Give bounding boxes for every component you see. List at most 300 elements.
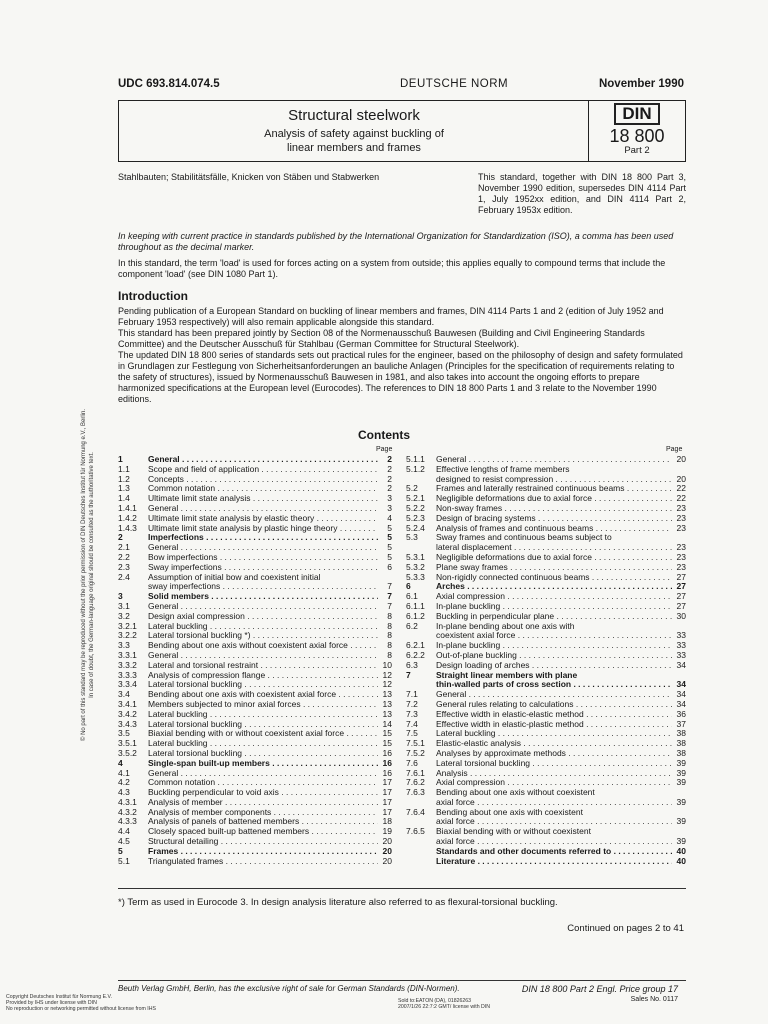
- contents-entry-title: Literature . . .: [436, 857, 672, 867]
- contents-entry-title: Design loading of arches . . .: [436, 661, 672, 671]
- subtitle-line-1: Analysis of safety against buckling of: [264, 128, 444, 140]
- introduction-text: [118, 306, 686, 405]
- deutsche-norm-label: DEUTSCHE NORM: [400, 78, 509, 90]
- contents-entry-title: Lateral buckling . . .: [436, 729, 672, 739]
- contents-entry: [118, 837, 392, 847]
- contents-entry: [406, 671, 686, 681]
- contents-entry-page: 39: [676, 816, 686, 827]
- contents-entry-number: 4.3.1: [118, 796, 137, 807]
- contents-entry: [406, 582, 686, 592]
- publisher-note: Beuth Verlag GmbH, Berlin, has the exclusive right of sale for German Standards (DIN-Normen).: [118, 984, 460, 993]
- contents-entry: [118, 543, 392, 553]
- contents-entry: [118, 494, 392, 504]
- document-reference: DIN 18 800 Part 2 Engl. Price group 17: [521, 984, 678, 994]
- contents-entry-number: 4.4: [118, 826, 130, 837]
- contents-entry-number: 3.3.2: [118, 659, 137, 670]
- contents-entry: [118, 788, 392, 798]
- contents-entry-title: General . . .: [436, 455, 672, 465]
- contents-entry: [406, 465, 686, 475]
- contents-entry: [118, 690, 392, 700]
- contents-entry: [406, 739, 686, 749]
- contents-entry: [406, 857, 686, 867]
- contents-entry: [118, 749, 392, 759]
- contents-entry-number: 3.3: [118, 640, 130, 651]
- contents-entry-number: 1.3: [118, 483, 130, 494]
- din-number: 18 800: [609, 126, 665, 146]
- contents-entry-title: axial force . . .: [436, 798, 672, 808]
- contents-entry-number: 3.2.1: [118, 620, 137, 631]
- contents-entry-title: Structural detailing . . .: [148, 837, 378, 847]
- contents-entry-title: Design of bracing systems . . .: [436, 514, 672, 524]
- contents-entry-page: 10: [382, 659, 392, 670]
- contents-entry-title: Lateral torsional buckling . . .: [148, 749, 378, 759]
- contents-entry-title: coexistent axial force . . .: [436, 631, 672, 641]
- contents-entry: [118, 847, 392, 857]
- contents-entry-page: 39: [676, 796, 686, 807]
- contents-entry-page: 17: [382, 796, 392, 807]
- contents-entry: [406, 749, 686, 759]
- contents-entry-title: Buckling in perpendicular plane . . .: [436, 612, 672, 622]
- contents-entry-page: 34: [676, 659, 686, 670]
- contents-entry-title: General . . .: [148, 651, 378, 661]
- contents-entry-number: 7: [406, 669, 411, 680]
- copyright-line-1: Copyright Deutsches Institut für Normung E.V.: [6, 994, 112, 1000]
- copyright-notice: [6, 994, 156, 1012]
- contents-entry: [406, 484, 686, 494]
- contents-entry-title: In-plane bending about one axis with: [436, 620, 575, 631]
- contents-entry-number: 6.1: [406, 591, 418, 602]
- contents-entry-page: 23: [676, 502, 686, 513]
- contents-entry-title: Ultimate limit state analysis by elastic theory . . .: [148, 514, 378, 524]
- contents-entry-page: 5: [387, 551, 392, 562]
- contents-entry-page: 23: [676, 561, 686, 572]
- contents-entry-title: Ultimate limit state analysis by plastic hinge theory . . .: [148, 524, 378, 534]
- contents-entry-number: 3.3.1: [118, 649, 137, 660]
- stamp-line-1: Sold to:EATON (DA), 01826263: [398, 998, 472, 1004]
- contents-entry-title: Common notation . . .: [148, 484, 378, 494]
- contents-entry-page: 2: [387, 454, 392, 464]
- contents-entry-number: 3.3.3: [118, 669, 137, 680]
- contents-entry-number: 1.4: [118, 493, 130, 504]
- contents-entry-number: 7.6.2: [406, 777, 425, 788]
- contents-entry: [406, 641, 686, 651]
- license-stamp: [398, 998, 490, 1010]
- contents-entry-number: 3: [118, 591, 123, 602]
- introduction-heading: Introduction: [118, 289, 188, 303]
- contents-entry-title: General . . .: [148, 602, 378, 612]
- contents-entry-title: Effective width in elastic-elastic method . . .: [436, 710, 672, 720]
- contents-entry-number: 7.6: [406, 757, 418, 768]
- contents-entry: [406, 602, 686, 612]
- contents-entry: [118, 514, 392, 524]
- contents-entry-page: 16: [382, 767, 392, 778]
- contents-entry-number: 3.4.2: [118, 708, 137, 719]
- load-note: In this standard, the term 'load' is used for forces acting on a system from outside; this applies equally to compound terms that include the component 'load' (see DIN 1080 Part 1).: [118, 258, 666, 279]
- contents-entry-title: General . . .: [148, 455, 378, 465]
- contents-entry-page: 3: [387, 502, 392, 513]
- contents-entry-number: 7.6.5: [406, 826, 425, 837]
- contents-entry-page: 34: [676, 679, 686, 690]
- udc-number: UDC 693.814.074.5: [118, 78, 220, 90]
- contents-entry: [406, 592, 686, 602]
- contents-entry: [118, 808, 392, 818]
- footnote: *) Term as used in Eurocode 3. In design analysis literature also referred to as flexural-torsional buckling.: [118, 897, 558, 908]
- contents-entry-page: 36: [676, 708, 686, 719]
- contents-entry-number: 6.2.2: [406, 649, 425, 660]
- contents-entry: [118, 465, 392, 475]
- contents-entry-number: 5.3.3: [406, 571, 425, 582]
- contents-entry-title: Lateral torsional buckling *) . . .: [148, 631, 378, 641]
- din-logo: DIN: [614, 103, 659, 125]
- contents-entry-page: 19: [382, 826, 392, 837]
- contents-entry-page: 17: [382, 777, 392, 788]
- contents-entry-title: Analysis of frames and continuous beams . . .: [436, 524, 672, 534]
- contents-entry-page: 13: [382, 698, 392, 709]
- contents-entry: [406, 680, 686, 690]
- contents-entry-title: designed to resist compression . . .: [436, 475, 672, 485]
- contents-entry-page: 2: [387, 473, 392, 484]
- contents-entry-title: Frames . . .: [148, 847, 378, 857]
- contents-entry-title: Solid members . . .: [148, 592, 378, 602]
- contents-entry-page: 27: [676, 581, 686, 592]
- contents-entry-page: 23: [676, 512, 686, 523]
- contents-entry-number: 4.2: [118, 777, 130, 788]
- contents-entry-page: 13: [382, 708, 392, 719]
- contents-entry-number: 7.5.2: [406, 747, 425, 758]
- title-box: [118, 100, 686, 162]
- contents-entry-title: Analysis of member components . . .: [148, 808, 378, 818]
- contents-entry-title: Buckling perpendicular to void axis . . .: [148, 788, 378, 798]
- intro-paragraph-1: Pending publication of a European Standard on buckling of linear members and frames, DIN 4114 Parts 1 and 2 (edition of July 1952 and February 1953 respectively) will also remain applicable alongside this standard.: [118, 306, 664, 327]
- contents-entry: [406, 533, 686, 543]
- contents-entry-title: Bending about one axis with coexistent axial force . . .: [148, 690, 378, 700]
- contents-entry: [118, 573, 392, 583]
- contents-heading: Contents: [358, 428, 410, 442]
- contents-entry-page: 8: [387, 610, 392, 621]
- contents-entry-page: 7: [387, 581, 392, 592]
- contents-entry-page: 8: [387, 640, 392, 651]
- contents-entry-number: 1.4.1: [118, 502, 137, 513]
- contents-entry-title: Common notation . . .: [148, 778, 378, 788]
- contents-entry-title: Analysis . . .: [436, 769, 672, 779]
- contents-entry-number: 7.1: [406, 689, 418, 700]
- contents-entry-page: 20: [382, 845, 392, 856]
- contents-entry-title: Members subjected to minor axial forces . . .: [148, 700, 378, 710]
- contents-entry-title: Frames and laterally restrained continuous beams . . .: [436, 484, 672, 494]
- contents-entry-title: General . . .: [148, 769, 378, 779]
- contents-entry-page: 38: [676, 728, 686, 739]
- contents-entry-page: 14: [382, 718, 392, 729]
- contents-entry-number: 4.3.3: [118, 816, 137, 827]
- contents-entry-number: 7.6.3: [406, 787, 425, 798]
- contents-entry-number: 7.2: [406, 698, 418, 709]
- contents-entry: [118, 592, 392, 602]
- contents-entry: [118, 475, 392, 485]
- contents-entry-number: 7.3: [406, 708, 418, 719]
- contents-entry-title: Concepts . . .: [148, 475, 378, 485]
- contents-entry-number: 5.3.2: [406, 561, 425, 572]
- contents-entry-page: 13: [382, 689, 392, 700]
- german-title: Stahlbauten; Stabilitätsfälle, Knicken von Stäben und Stabwerken: [118, 172, 380, 182]
- contents-entry-page: 39: [676, 777, 686, 788]
- contents-entry-title: Elastic-elastic analysis . . .: [436, 739, 672, 749]
- contents-entry: [406, 631, 686, 641]
- contents-entry-page: 16: [382, 757, 392, 768]
- contents-entry-page: 34: [676, 698, 686, 709]
- contents-entry: [406, 827, 686, 837]
- contents-entry: [406, 543, 686, 553]
- contents-entry-page: 23: [676, 551, 686, 562]
- contents-entry-number: 3.5.2: [118, 747, 137, 758]
- contents-entry-page: 17: [382, 787, 392, 798]
- contents-entry: [406, 504, 686, 514]
- contents-entry: [118, 700, 392, 710]
- supersedes-note: This standard, together with DIN 18 800 Part 3, November 1990 edition, supersedes DIN 4114 Part 1, July 1952xx edition, and DIN 4114 Part 2, February 1953x edition.: [478, 172, 686, 215]
- contents-entry-page: 27: [676, 591, 686, 602]
- contents-entry: [406, 729, 686, 739]
- contents-entry-number: 6.3: [406, 659, 418, 670]
- copyright-line-2: Provided by IHS under license with DIN: [6, 1000, 97, 1006]
- contents-entry-title: General . . .: [148, 543, 378, 553]
- contents-entry-number: 5.1.1: [406, 454, 425, 464]
- contents-entry-title: Out-of-plane buckling . . .: [436, 651, 672, 661]
- contents-entry-page: 8: [387, 649, 392, 660]
- contents-entry: [406, 808, 686, 818]
- sales-number: Sales No. 0117: [630, 996, 678, 1003]
- contents-entry-number: 2.2: [118, 551, 130, 562]
- contents-entry-number: 6.2.1: [406, 640, 425, 651]
- contents-entry-title: lateral displacement . . .: [436, 543, 672, 553]
- contents-entry: [406, 720, 686, 730]
- contents-entry-number: 3.1: [118, 600, 130, 611]
- contents-entry-title: Axial compression . . .: [436, 592, 672, 602]
- contents-entry: [406, 514, 686, 524]
- contents-entry-number: 4.3: [118, 787, 130, 798]
- contents-entry-title: sway imperfections . . .: [148, 582, 378, 592]
- contents-entry-page: 12: [382, 669, 392, 680]
- contents-entry-page: 7: [387, 600, 392, 611]
- contents-entry-title: Negligible deformations due to axial force . . .: [436, 553, 672, 563]
- contents-entry-title: Bow imperfections . . .: [148, 553, 378, 563]
- contents-entry-page: 2: [387, 463, 392, 474]
- contents-entry: [406, 475, 686, 485]
- contents-right-column: [406, 455, 686, 866]
- contents-entry: [118, 798, 392, 808]
- contents-entry-number: 6.2: [406, 620, 418, 631]
- stamp-line-2: 2007/1/26 22:7:2 GMT/ license with DIN: [398, 1004, 490, 1010]
- contents-entry-title: Biaxial bending with or without coexistent: [436, 826, 591, 837]
- contents-entry: [118, 455, 392, 465]
- contents-entry-number: 5.3.1: [406, 551, 425, 562]
- contents-entry-title: General rules relating to calculations . . .: [436, 700, 672, 710]
- contents-entry-page: 2: [387, 483, 392, 494]
- contents-entry-number: 6: [406, 581, 411, 592]
- footer-rule: [118, 980, 686, 981]
- contents-entry-number: 2.1: [118, 542, 130, 553]
- contents-entry-title: Effective lengths of frame members: [436, 463, 570, 474]
- contents-entry-page: 7: [387, 591, 392, 602]
- contents-entry-title: Scope and field of application . . .: [148, 465, 378, 475]
- contents-entry-page: 22: [676, 493, 686, 504]
- part-number: Part 2: [624, 145, 650, 156]
- contents-entry-page: 8: [387, 620, 392, 631]
- contents-entry-title: Bending about one axis with coexistent: [436, 806, 583, 817]
- contents-entry: [406, 690, 686, 700]
- contents-entry-page: 16: [382, 747, 392, 758]
- contents-entry-page: 37: [676, 718, 686, 729]
- contents-entry: [118, 661, 392, 671]
- contents-entry: [118, 857, 392, 867]
- contents-entry: [118, 504, 392, 514]
- contents-entry: [406, 788, 686, 798]
- contents-entry-title: Lateral buckling . . .: [148, 739, 378, 749]
- contents-entry-page: 20: [382, 836, 392, 847]
- contents-left-column: [118, 455, 392, 866]
- contents-entry: [406, 573, 686, 583]
- contents-entry-title: General . . .: [436, 690, 672, 700]
- contents-entry-title: Sway imperfections . . .: [148, 563, 378, 573]
- contents-entry-number: 1.2: [118, 473, 130, 484]
- copyright-line-3: No reproduction or networking permitted without license from IHS: [6, 1006, 156, 1012]
- contents-entry-page: 40: [676, 845, 686, 856]
- contents-entry-title: Analysis of compression flange . . .: [148, 671, 378, 681]
- contents-entry: [118, 631, 392, 641]
- contents-entry-page: 12: [382, 679, 392, 690]
- contents-entry-page: 33: [676, 630, 686, 641]
- page-label-right: Page: [666, 446, 683, 453]
- contents-entry-title: Biaxial bending with or without coexistent axial force . . .: [148, 729, 378, 739]
- contents-entry: [406, 837, 686, 847]
- contents-entry-number: 4.1: [118, 767, 130, 778]
- contents-entry-title: Assumption of initial bow and coexistent initial: [148, 571, 321, 582]
- contents-entry: [118, 680, 392, 690]
- contents-entry-title: In-plane buckling . . .: [436, 602, 672, 612]
- contents-entry: [118, 729, 392, 739]
- contents-entry-number: 5.2.4: [406, 522, 425, 533]
- contents-entry: [406, 759, 686, 769]
- contents-entry-number: 7.4: [406, 718, 418, 729]
- contents-entry-number: 5.2.3: [406, 512, 425, 523]
- contents-entry-title: Triangulated frames . . .: [148, 857, 378, 867]
- contents-entry-title: Lateral buckling . . .: [148, 622, 378, 632]
- contents-entry-title: Straight linear members with plane: [436, 669, 578, 680]
- contents-entry: [406, 651, 686, 661]
- contents-entry-number: 7.5: [406, 728, 418, 739]
- contents-entry-number: 1.4.3: [118, 522, 137, 533]
- contents-entry-number: 3.5.1: [118, 738, 137, 749]
- contents-entry-page: 15: [382, 728, 392, 739]
- contents-entry: [406, 563, 686, 573]
- contents-entry: [118, 612, 392, 622]
- contents-entry-page: 30: [676, 610, 686, 621]
- contents-entry-title: Design axial compression . . .: [148, 612, 378, 622]
- contents-entry: [118, 602, 392, 612]
- contents-entry: [118, 769, 392, 779]
- contents-entry-title: Ultimate limit state analysis . . .: [148, 494, 378, 504]
- contents-entry: [118, 778, 392, 788]
- contents-entry-title: Single-span built-up members . . .: [148, 759, 378, 769]
- contents-entry-page: 33: [676, 649, 686, 660]
- contents-entry-title: Axial compression . . .: [436, 778, 672, 788]
- side-note-line-2: In case of doubt, the German-language original should be consulted as the authoritative text.: [89, 452, 95, 698]
- contents-entry-page: 20: [676, 473, 686, 484]
- contents-entry: [118, 671, 392, 681]
- contents-entry-page: 22: [676, 483, 686, 494]
- contents-entry-title: Analysis of panels of battened members . . .: [148, 817, 378, 827]
- contents-entry: [118, 759, 392, 769]
- contents-entry-page: 39: [676, 767, 686, 778]
- contents-entry-number: 1: [118, 454, 123, 464]
- side-note-line-1: © No part of this standard may be reproduced without the prior permission of DIN Deutsches Institut für Normung e.V., Berlin.: [81, 408, 87, 742]
- contents-entry-title: Negligible deformations due to axial force . . .: [436, 494, 672, 504]
- document-subtitle: [119, 127, 589, 155]
- contents-entry: [406, 700, 686, 710]
- contents-entry-number: 5.2.1: [406, 493, 425, 504]
- contents-entry-title: Non-rigidly connected continuous beams . . .: [436, 573, 672, 583]
- contents-entry-number: 7.6.1: [406, 767, 425, 778]
- contents-entry: [406, 622, 686, 632]
- contents-entry-title: axial force . . .: [436, 817, 672, 827]
- contents-entry-number: 3.2.2: [118, 630, 137, 641]
- contents-entry-number: 5.2.2: [406, 502, 425, 513]
- contents-entry-page: 4: [387, 512, 392, 523]
- contents-entry-page: 33: [676, 640, 686, 651]
- contents-entry: [406, 494, 686, 504]
- contents-entry-page: 18: [382, 816, 392, 827]
- contents-entry: [118, 817, 392, 827]
- contents-entry-number: 1.1: [118, 463, 130, 474]
- contents-entry-title: Arches . . .: [436, 582, 672, 592]
- contents-entry: [406, 847, 686, 857]
- contents-entry: [406, 710, 686, 720]
- intro-paragraph-2: This standard has been prepared jointly by Section 08 of the Normenausschuß Bauwesen (Building and Civil Engineering Standards Committee) and the Deutscher Ausschuß für Stahlbau (German Committee for Structural Steelwork).: [118, 328, 645, 349]
- din-block: [589, 103, 685, 156]
- intro-paragraph-3: The updated DIN 18 800 series of standards sets out practical rules for the engineer, based on the philosophy of design and safety formulated in Grundlagen zur Festlegung von Sicherheitsanforderungen an bauliche Anlagen (Principles for the specification of requirements relating to the safety of structures), issued by Normenausschuß Bauwesen in 1981, and also takes into account the ongoing efforts to prepare harmonized specifications at the European level (Eurocodes). The references to DIN 18 800 Parts 1 and 3 relate to the November 1990 editions.: [118, 350, 683, 404]
- contents-entry-title: Imperfections . . .: [148, 533, 378, 543]
- contents-entry-page: 20: [382, 855, 392, 866]
- contents-entry-title: Standards and other documents referred to . . .: [436, 847, 672, 857]
- contents-entry-title: General . . .: [148, 504, 378, 514]
- contents-entry-title: Lateral torsional buckling . . .: [148, 680, 378, 690]
- contents-entry-page: 5: [387, 522, 392, 533]
- contents-entry-page: 5: [387, 532, 392, 543]
- contents-entry-number: 2.3: [118, 561, 130, 572]
- contents-entry-page: 38: [676, 738, 686, 749]
- contents-entry-page: 20: [676, 454, 686, 464]
- contents-entry: [118, 827, 392, 837]
- contents-entry: [406, 553, 686, 563]
- contents-entry-page: 38: [676, 747, 686, 758]
- contents-entry-number: 3.4.1: [118, 698, 137, 709]
- contents-entry: [118, 622, 392, 632]
- contents-entry-number: 6.1.1: [406, 600, 425, 611]
- contents-entry-page: 23: [676, 542, 686, 553]
- document-title: Structural steelwork: [288, 107, 420, 124]
- contents-entry-number: 2: [118, 532, 123, 543]
- contents-entry: [118, 710, 392, 720]
- iso-note: In keeping with current practice in standards published by the International Organization for Standardization (ISO), a comma has been used throughout as the decimal marker.: [118, 231, 674, 252]
- contents-entry-number: 5.3: [406, 532, 418, 543]
- contents-entry-page: 27: [676, 600, 686, 611]
- contents-entry-number: 3.4: [118, 689, 130, 700]
- contents-entry-number: 6.1.2: [406, 610, 425, 621]
- contents-entry-title: Lateral torsional buckling . . .: [148, 720, 378, 730]
- contents-entry-number: 5.1: [118, 855, 130, 866]
- edition-date: November 1990: [598, 78, 684, 90]
- contents-entry-title: In-plane buckling . . .: [436, 641, 672, 651]
- contents-entry-page: 40: [676, 855, 686, 866]
- contents-entry-title: axial force . . .: [436, 837, 672, 847]
